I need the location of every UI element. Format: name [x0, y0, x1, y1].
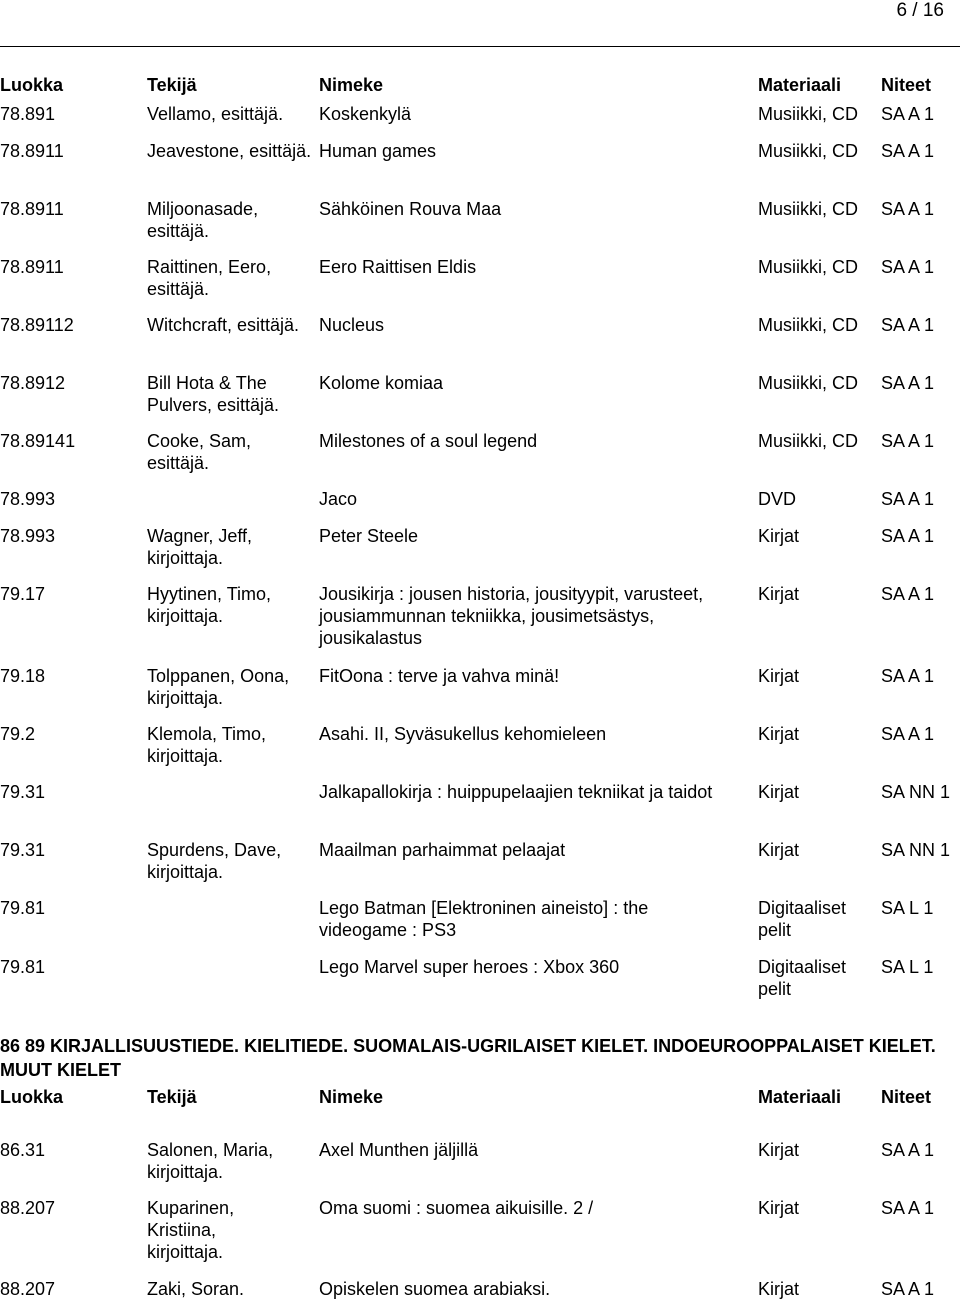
cell-niteet: SA L 1 — [881, 957, 934, 977]
cell-niteet: SA A 1 — [881, 431, 935, 451]
cell-tekija: Witchcraft, esittäjä. — [147, 315, 300, 335]
cell-luokka: 78.891 — [0, 104, 56, 124]
cell-tekija: Hyytinen, Timo, kirjoittaja. — [147, 584, 272, 626]
cell-luokka: 78.8912 — [0, 373, 66, 393]
table-header — [0, 1086, 960, 1108]
cell-luokka: 79.2 — [0, 724, 36, 744]
cell-tekija: Spurdens, Dave, kirjoittaja. — [147, 840, 282, 882]
cell-niteet: SA A 1 — [881, 373, 935, 393]
page-number: 6 / 16 — [896, 0, 944, 21]
cell-luokka: 78.993 — [0, 489, 56, 509]
cell-tekija: Bill Hota & The Pulvers, esittäjä. — [147, 373, 280, 415]
cell-nimeke: Jalkapallokirja : huippupelaajien tekniikat ja taidot — [319, 782, 713, 802]
cell-luokka: 78.8911 — [0, 199, 64, 219]
cell-niteet: SA A 1 — [881, 666, 935, 686]
header-materiaali: Materiaali — [758, 75, 842, 95]
cell-luokka: 78.89141 — [0, 431, 76, 451]
header-nimeke: Nimeke — [319, 75, 384, 95]
cell-luokka: 78.89112 — [0, 315, 74, 335]
section-title: 86 89 KIRJALLISUUSTIEDE. KIELITIEDE. SUOMALAIS-UGRILAISET KIELET. INDOEUROOPPALAISET KIELET. MUUT KIELET — [0, 1036, 936, 1080]
cell-materiaali: Musiikki, CD — [758, 431, 859, 451]
cell-luokka: 79.81 — [0, 957, 46, 977]
header-rule — [0, 46, 960, 47]
cell-tekija: Tolppanen, Oona, kirjoittaja. — [147, 666, 290, 708]
cell-materiaali: Musiikki, CD — [758, 315, 859, 335]
header-materiaali: Materiaali — [758, 1087, 842, 1107]
cell-niteet: SA A 1 — [881, 257, 935, 277]
cell-materiaali: Kirjat — [758, 584, 800, 604]
cell-materiaali: Musiikki, CD — [758, 199, 859, 219]
cell-nimeke: Human games — [319, 141, 437, 161]
cell-materiaali: Musiikki, CD — [758, 373, 859, 393]
cell-luokka: 78.993 — [0, 526, 56, 546]
cell-tekija: Cooke, Sam, esittäjä. — [147, 431, 252, 473]
cell-luokka: 79.81 — [0, 898, 46, 918]
cell-luokka: 79.31 — [0, 840, 46, 860]
cell-materiaali: DVD — [758, 489, 797, 509]
cell-niteet: SA A 1 — [881, 584, 935, 604]
cell-materiaali: Digitaaliset pelit — [758, 957, 847, 999]
cell-materiaali: Kirjat — [758, 526, 800, 546]
header-tekija: Tekijä — [147, 75, 197, 95]
cell-tekija: Wagner, Jeff, kirjoittaja. — [147, 526, 253, 568]
cell-nimeke: Asahi. II, Syväsukellus kehomieleen — [319, 724, 607, 744]
cell-materiaali: Musiikki, CD — [758, 257, 859, 277]
cell-nimeke: Koskenkylä — [319, 104, 412, 124]
cell-niteet: SA A 1 — [881, 104, 935, 124]
header-niteet: Niteet — [881, 75, 932, 95]
cell-nimeke: Jousikirja : jousen historia, jousityypit, varusteet, jousiammunnan tekniikka, jousimetsästys, jousikalastus — [319, 584, 704, 648]
cell-nimeke: Axel Munthen jäljillä — [319, 1140, 479, 1160]
cell-luokka: 88.207 — [0, 1279, 56, 1299]
cell-nimeke: Sähköinen Rouva Maa — [319, 199, 502, 219]
cell-luokka: 79.18 — [0, 666, 46, 686]
cell-luokka: 78.8911 — [0, 141, 64, 161]
cell-niteet: SA A 1 — [881, 1279, 935, 1299]
cell-materiaali: Kirjat — [758, 1140, 800, 1160]
cell-niteet: SA A 1 — [881, 526, 935, 546]
cell-materiaali: Kirjat — [758, 840, 800, 860]
cell-tekija: Miljoonasade, esittäjä. — [147, 199, 259, 241]
header-tekija: Tekijä — [147, 1087, 197, 1107]
cell-materiaali: Digitaaliset pelit — [758, 898, 847, 940]
cell-nimeke: Opiskelen suomea arabiaksi. — [319, 1279, 551, 1299]
cell-nimeke: Maailman parhaimmat pelaajat — [319, 840, 566, 860]
cell-niteet: SA A 1 — [881, 724, 935, 744]
header-luokka: Luokka — [0, 75, 64, 95]
cell-nimeke: Milestones of a soul legend — [319, 431, 538, 451]
cell-nimeke: Nucleus — [319, 315, 385, 335]
cell-materiaali: Kirjat — [758, 782, 800, 802]
cell-tekija: Jeavestone, esittäjä. — [147, 141, 312, 161]
cell-nimeke: Peter Steele — [319, 526, 419, 546]
cell-tekija: Salonen, Maria, kirjoittaja. — [147, 1140, 274, 1182]
cell-niteet: SA A 1 — [881, 199, 935, 219]
cell-nimeke: FitOona : terve ja vahva minä! — [319, 666, 560, 686]
cell-luokka: 79.31 — [0, 782, 46, 802]
cell-niteet: SA A 1 — [881, 1140, 935, 1160]
cell-tekija: Raittinen, Eero, esittäjä. — [147, 257, 272, 299]
cell-tekija: Zaki, Soran. — [147, 1279, 245, 1299]
cell-materiaali: Kirjat — [758, 1198, 800, 1218]
cell-nimeke: Jaco — [319, 489, 358, 509]
cell-nimeke: Lego Marvel super heroes : Xbox 360 — [319, 957, 620, 977]
cell-materiaali: Kirjat — [758, 1279, 800, 1299]
cell-nimeke: Eero Raittisen Eldis — [319, 257, 477, 277]
cell-materiaali: Kirjat — [758, 666, 800, 686]
cell-tekija: Klemola, Timo, kirjoittaja. — [147, 724, 267, 766]
cell-tekija: Vellamo, esittäjä. — [147, 104, 284, 124]
cell-niteet: SA A 1 — [881, 1198, 935, 1218]
header-nimeke: Nimeke — [319, 1087, 384, 1107]
cell-niteet: SA L 1 — [881, 898, 934, 918]
cell-luokka: 88.207 — [0, 1198, 56, 1218]
cell-nimeke: Oma suomi : suomea aikuisille. 2 / — [319, 1198, 594, 1218]
cell-nimeke: Lego Batman [Elektroninen aineisto] : the videogame : PS3 — [319, 898, 649, 940]
cell-luokka: 86.31 — [0, 1140, 46, 1160]
cell-luokka: 78.8911 — [0, 257, 64, 277]
table-header — [0, 74, 960, 96]
cell-niteet: SA A 1 — [881, 315, 935, 335]
cell-materiaali: Musiikki, CD — [758, 104, 859, 124]
cell-materiaali: Kirjat — [758, 724, 800, 744]
cell-niteet: SA A 1 — [881, 489, 935, 509]
cell-niteet: SA NN 1 — [881, 840, 951, 860]
cell-niteet: SA NN 1 — [881, 782, 951, 802]
cell-luokka: 79.17 — [0, 584, 46, 604]
cell-niteet: SA A 1 — [881, 141, 935, 161]
header-niteet: Niteet — [881, 1087, 932, 1107]
cell-materiaali: Musiikki, CD — [758, 141, 859, 161]
cell-nimeke: Kolome komiaa — [319, 373, 444, 393]
header-luokka: Luokka — [0, 1087, 64, 1107]
cell-tekija: Kuparinen, Kristiina, kirjoittaja. — [147, 1198, 235, 1262]
